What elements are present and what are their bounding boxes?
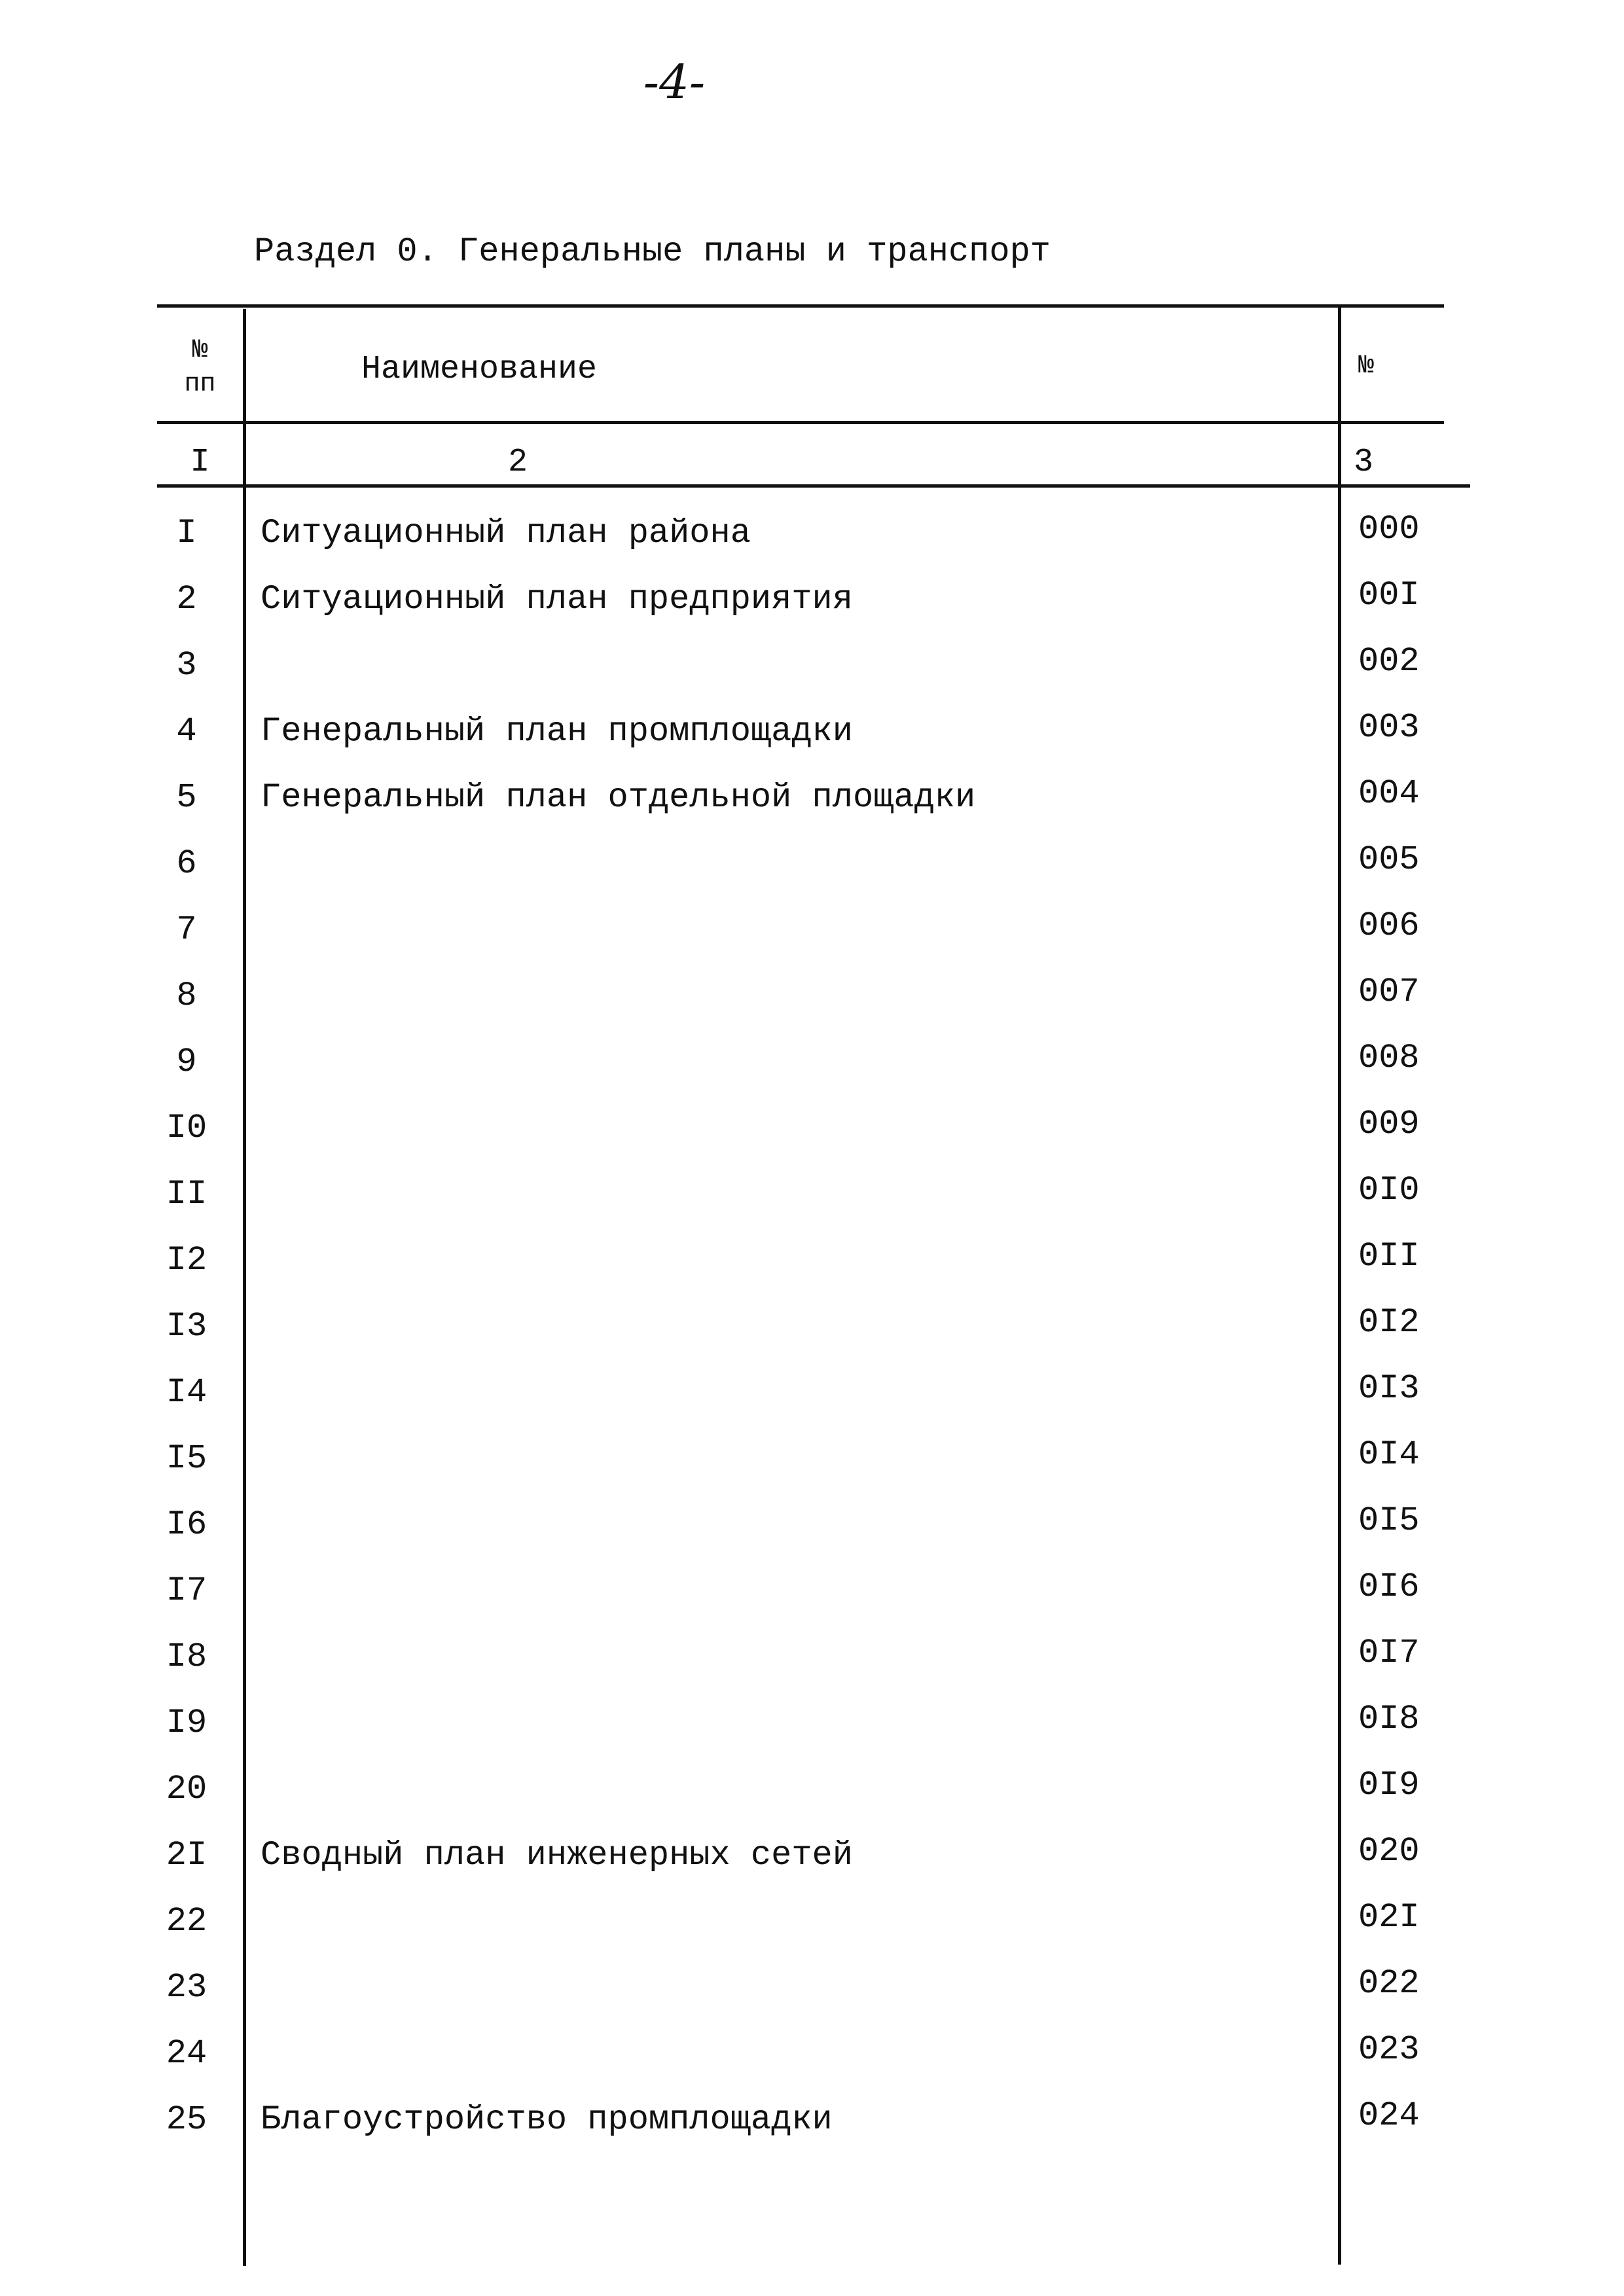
row-number: I9 xyxy=(166,1704,208,1742)
table-row xyxy=(0,643,1624,709)
row-code: 0I0 xyxy=(1358,1171,1420,1210)
table-row xyxy=(0,709,1624,775)
row-code: 0II xyxy=(1358,1237,1420,1276)
row-number: I7 xyxy=(166,1571,208,1610)
table-row xyxy=(0,1238,1624,1304)
row-number: 7 xyxy=(176,910,197,949)
table-row xyxy=(0,1172,1624,1238)
column-number-3: 3 xyxy=(1354,444,1374,481)
row-code: 0I9 xyxy=(1358,1766,1420,1804)
column-number-2: 2 xyxy=(507,444,528,481)
table-row xyxy=(0,1436,1624,1502)
row-number: 23 xyxy=(166,1968,208,2007)
row-code: 020 xyxy=(1358,1832,1420,1871)
row-number: II xyxy=(166,1175,208,1213)
row-code: 003 xyxy=(1358,708,1420,747)
row-number: I6 xyxy=(166,1505,208,1544)
row-code: 022 xyxy=(1358,1964,1420,2003)
table-row xyxy=(0,2097,1624,2163)
row-number: 6 xyxy=(176,844,197,883)
table-top-rule xyxy=(157,304,1444,308)
row-code: 004 xyxy=(1358,774,1420,813)
row-number: 5 xyxy=(176,778,197,817)
table-row xyxy=(0,907,1624,973)
header-pp-label: пп xyxy=(184,370,216,399)
table-row xyxy=(0,1833,1624,1899)
table-row xyxy=(0,511,1624,577)
row-code: 007 xyxy=(1358,973,1420,1011)
row-code: 0I8 xyxy=(1358,1700,1420,1738)
row-code: 0I5 xyxy=(1358,1501,1420,1540)
row-name: Благоустройство промплощадки xyxy=(261,2100,833,2139)
table-row xyxy=(0,2031,1624,2097)
row-name: Сводный план инженерных сетей xyxy=(261,1836,853,1874)
table-row xyxy=(0,1767,1624,1833)
row-number: I4 xyxy=(166,1373,208,1412)
header-number-sign: № xyxy=(192,336,208,365)
column-number-1: I xyxy=(190,444,210,481)
header-code-column: № xyxy=(1358,351,1375,381)
row-number: I3 xyxy=(166,1307,208,1346)
row-number: I5 xyxy=(166,1439,208,1478)
table-row xyxy=(0,577,1624,643)
row-number: 3 xyxy=(176,646,197,685)
table-row xyxy=(0,1899,1624,1965)
row-name: Генеральный план отдельной площадки xyxy=(261,778,976,817)
row-code: 0I7 xyxy=(1358,1634,1420,1672)
row-code: 023 xyxy=(1358,2030,1420,2069)
row-code: 024 xyxy=(1358,2096,1420,2135)
row-code: 000 xyxy=(1358,510,1420,548)
row-code: 002 xyxy=(1358,642,1420,681)
row-number: I0 xyxy=(166,1109,208,1147)
row-number: 9 xyxy=(176,1043,197,1081)
row-number: 20 xyxy=(166,1770,208,1808)
row-number: 2I xyxy=(166,1836,208,1874)
table-row xyxy=(0,1105,1624,1172)
row-number: I8 xyxy=(166,1638,208,1676)
section-title: Раздел 0. Генеральные планы и транспорт xyxy=(254,232,1051,271)
row-code: 0I2 xyxy=(1358,1303,1420,1342)
row-code: 02I xyxy=(1358,1898,1420,1937)
row-code: 009 xyxy=(1358,1105,1420,1143)
table-row xyxy=(0,973,1624,1039)
row-code: 008 xyxy=(1358,1039,1420,1077)
table-row xyxy=(0,1700,1624,1767)
table-row xyxy=(0,1965,1624,2031)
row-number: I xyxy=(176,514,197,552)
row-name: Генеральный план промплощадки xyxy=(261,712,853,751)
header-name-column: Наименование xyxy=(361,351,598,388)
table-row xyxy=(0,1039,1624,1105)
row-number: 4 xyxy=(176,712,197,751)
row-name: Ситуационный план предприятия xyxy=(261,580,853,619)
table-row xyxy=(0,841,1624,907)
table-body xyxy=(0,511,1624,2163)
header-number-column xyxy=(157,334,243,402)
table-row xyxy=(0,775,1624,841)
row-code: 0I6 xyxy=(1358,1568,1420,1606)
row-code: 0I4 xyxy=(1358,1435,1420,1474)
table-row xyxy=(0,1634,1624,1700)
row-code: 00I xyxy=(1358,576,1420,615)
table-row xyxy=(0,1568,1624,1634)
row-number: 22 xyxy=(166,1902,208,1941)
table-row xyxy=(0,1370,1624,1436)
row-number: 24 xyxy=(166,2034,208,2073)
row-code: 005 xyxy=(1358,840,1420,879)
row-code: 0I3 xyxy=(1358,1369,1420,1408)
header-divider-rule xyxy=(157,421,1444,424)
table-row xyxy=(0,1304,1624,1370)
row-number: I2 xyxy=(166,1241,208,1280)
page-number: -4- xyxy=(643,54,706,109)
row-name: Ситуационный план района xyxy=(261,514,751,552)
row-code: 006 xyxy=(1358,906,1420,945)
row-number: 25 xyxy=(166,2100,208,2139)
row-number: 2 xyxy=(176,580,197,619)
row-number: 8 xyxy=(176,977,197,1015)
table-row xyxy=(0,1502,1624,1568)
